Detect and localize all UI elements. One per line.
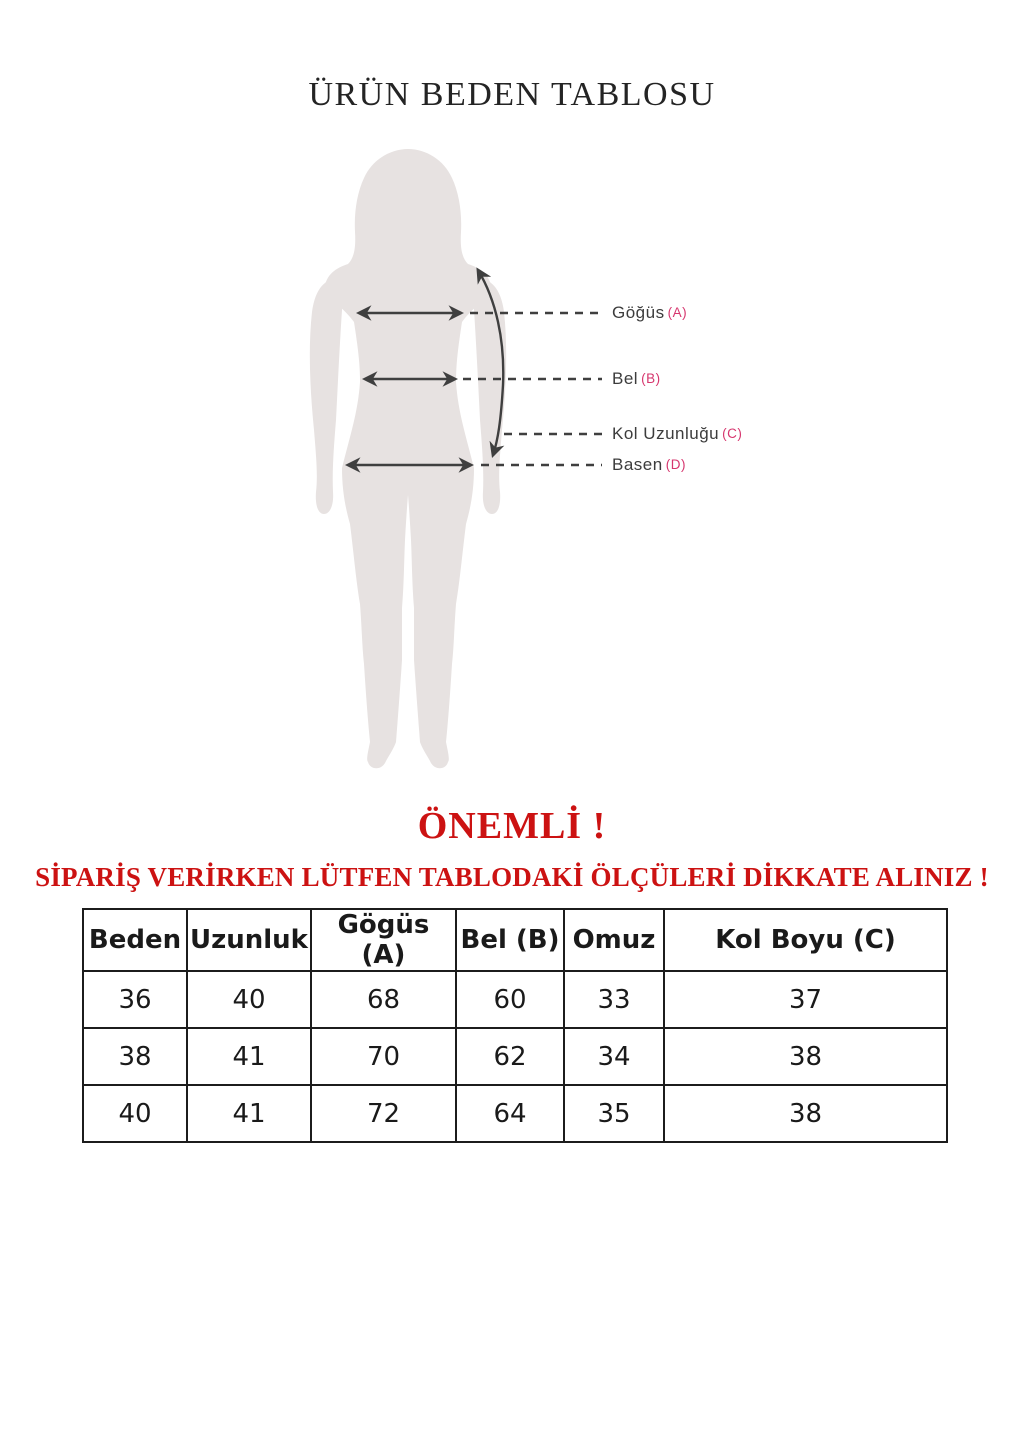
label-waist xyxy=(612,369,661,389)
label-chest-text: Göğüs xyxy=(612,303,665,322)
cell-chest: 72 xyxy=(311,1085,456,1142)
cell-size: 40 xyxy=(83,1085,187,1142)
cell-shoulder: 33 xyxy=(564,971,664,1028)
cell-waist: 64 xyxy=(456,1085,564,1142)
cell-shoulder: 34 xyxy=(564,1028,664,1085)
col-header-chest: Gögüs (A) xyxy=(311,909,456,971)
cell-chest: 68 xyxy=(311,971,456,1028)
cell-length: 41 xyxy=(187,1028,311,1085)
label-chest-code: (A) xyxy=(667,305,688,320)
cell-shoulder: 35 xyxy=(564,1085,664,1142)
col-header-waist: Bel (B) xyxy=(456,909,564,971)
cell-chest: 70 xyxy=(311,1028,456,1085)
warning-subheading: SİPARİŞ VERİRKEN LÜTFEN TABLODAKİ ÖLÇÜLERİ DİKKATE ALINIZ ! xyxy=(35,862,989,892)
col-header-shoulder: Omuz xyxy=(564,909,664,971)
col-header-length: Uzunluk xyxy=(187,909,311,971)
size-table xyxy=(82,908,948,1143)
table-row xyxy=(83,1085,947,1142)
cell-waist: 60 xyxy=(456,971,564,1028)
table-row xyxy=(83,971,947,1028)
warning-heading: ÖNEMLİ ! xyxy=(417,805,607,847)
cell-arm-length: 38 xyxy=(664,1028,947,1085)
cell-size: 38 xyxy=(83,1028,187,1085)
label-arm-length-code: (C) xyxy=(722,426,743,441)
cell-waist: 62 xyxy=(456,1028,564,1085)
label-hip xyxy=(612,455,686,475)
table-row xyxy=(83,1028,947,1085)
cell-arm-length: 38 xyxy=(664,1085,947,1142)
size-table-container xyxy=(82,908,948,1143)
col-header-size: Beden xyxy=(83,909,187,971)
cell-arm-length: 37 xyxy=(664,971,947,1028)
woman-silhouette xyxy=(310,149,506,768)
label-waist-text: Bel xyxy=(612,369,639,388)
label-arm-length xyxy=(612,424,742,444)
page-title: ÜRÜN BEDEN TABLOSU xyxy=(308,76,716,113)
size-table-header-row xyxy=(83,909,947,971)
label-waist-code: (B) xyxy=(641,371,661,386)
label-arm-length-text: Kol Uzunluğu xyxy=(612,424,720,443)
cell-length: 41 xyxy=(187,1085,311,1142)
cell-size: 36 xyxy=(83,971,187,1028)
label-chest xyxy=(612,303,687,323)
col-header-arm-length: Kol Boyu (C) xyxy=(664,909,947,971)
label-hip-text: Basen xyxy=(612,455,663,474)
label-hip-code: (D) xyxy=(665,457,686,472)
cell-length: 40 xyxy=(187,971,311,1028)
